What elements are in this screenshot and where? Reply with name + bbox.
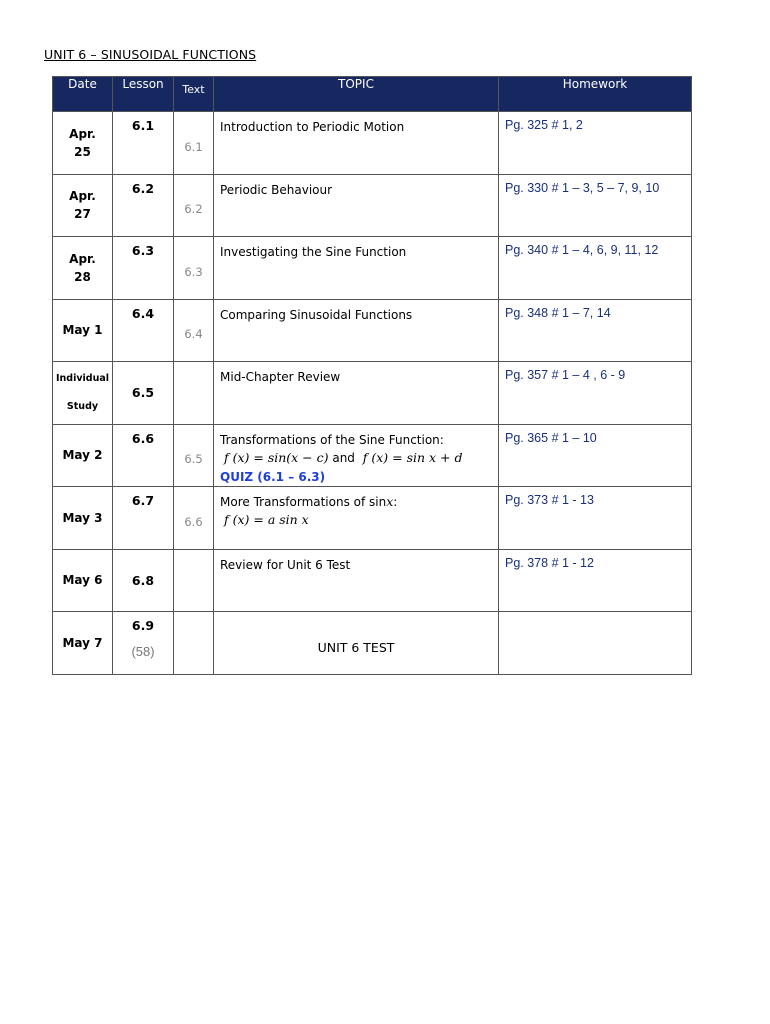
lesson-count-note: (58) xyxy=(131,644,155,659)
math-formula: f (x) = a sin x xyxy=(224,512,309,527)
header-topic: TOPIC xyxy=(214,77,499,112)
homework-cell: Pg. 340 # 1 – 4, 6, 9, 11, 12 xyxy=(499,237,692,300)
date-line: 28 xyxy=(74,269,91,284)
text-section-cell xyxy=(174,362,214,425)
date-line: Study xyxy=(66,400,99,412)
math-variable: x xyxy=(386,494,394,509)
homework-cell: Pg. 357 # 1 – 4 , 6 - 9 xyxy=(499,362,692,425)
table-row xyxy=(53,299,692,362)
text-section-cell: 6.5 xyxy=(174,424,214,487)
date-line: Individual xyxy=(55,372,110,384)
table-row xyxy=(53,237,692,300)
topic-colon: : xyxy=(393,495,398,509)
date-cell xyxy=(53,549,113,612)
table-row xyxy=(53,424,692,487)
lesson-cell: 6.5 xyxy=(113,362,174,425)
topic-cell: Mid-Chapter Review xyxy=(214,362,499,425)
header-text: Text xyxy=(174,77,214,112)
table-row xyxy=(53,112,692,175)
table-row xyxy=(53,362,692,425)
homework-cell: Pg. 330 # 1 – 3, 5 – 7, 9, 10 xyxy=(499,174,692,237)
text-section-cell: 6.2 xyxy=(174,174,214,237)
date-line: May 3 xyxy=(62,510,103,525)
date-line: Apr. xyxy=(69,126,96,141)
text-section-cell xyxy=(174,612,214,675)
header-date: Date xyxy=(53,77,113,112)
lesson-cell: 6.7 xyxy=(113,487,174,550)
text-section-cell: 6.3 xyxy=(174,237,214,300)
homework-cell xyxy=(499,612,692,675)
math-formula: f (x) = sin x + d xyxy=(362,449,463,465)
date-line: 25 xyxy=(74,144,91,159)
lesson-cell: 6.8 xyxy=(113,549,174,612)
table-row xyxy=(53,487,692,550)
topic-text: More Transformations of sin xyxy=(220,495,387,509)
text-section-cell xyxy=(174,549,214,612)
lesson-cell: 6.2 xyxy=(113,174,174,237)
lesson-cell: 6.3 xyxy=(113,237,174,300)
homework-cell: Pg. 373 # 1 - 13 xyxy=(499,487,692,550)
topic-cell: Introduction to Periodic Motion xyxy=(214,112,499,175)
date-line: May 6 xyxy=(62,573,103,588)
date-line: May 2 xyxy=(62,448,103,463)
date-cell xyxy=(53,299,113,362)
header-lesson: Lesson xyxy=(113,77,174,112)
table-header-row xyxy=(53,77,692,112)
lesson-cell: 6.4 xyxy=(113,299,174,362)
topic-cell: UNIT 6 TEST xyxy=(214,612,499,675)
homework-cell: Pg. 365 # 1 – 10 xyxy=(499,424,692,487)
date-cell xyxy=(53,174,113,237)
date-cell xyxy=(53,612,113,675)
topic-cell xyxy=(214,487,499,550)
homework-cell: Pg. 378 # 1 - 12 xyxy=(499,549,692,612)
homework-cell: Pg. 325 # 1, 2 xyxy=(499,112,692,175)
math-formula: f (x) = sin(x − c) xyxy=(224,449,329,465)
table-row xyxy=(53,549,692,612)
date-cell xyxy=(53,362,113,425)
date-line: Apr. xyxy=(69,251,96,266)
topic-cell: Comparing Sinusoidal Functions xyxy=(214,299,499,362)
topic-cell: Investigating the Sine Function xyxy=(214,237,499,300)
date-cell xyxy=(53,487,113,550)
unit-schedule-table xyxy=(52,76,692,675)
date-cell xyxy=(53,112,113,175)
lesson-cell: 6.1 xyxy=(113,112,174,175)
text-section-cell: 6.4 xyxy=(174,299,214,362)
text-section-cell: 6.6 xyxy=(174,487,214,550)
text-section-cell: 6.1 xyxy=(174,112,214,175)
date-line: May 7 xyxy=(62,635,103,650)
homework-cell: Pg. 348 # 1 – 7, 14 xyxy=(499,299,692,362)
topic-cell xyxy=(214,424,499,487)
table-row xyxy=(53,612,692,675)
header-homework: Homework xyxy=(499,77,692,112)
date-line: May 1 xyxy=(62,323,103,338)
topic-cell: Periodic Behaviour xyxy=(214,174,499,237)
date-line: Apr. xyxy=(69,189,96,204)
lesson-cell xyxy=(113,612,174,675)
lesson-number: 6.9 xyxy=(131,618,155,633)
date-cell xyxy=(53,237,113,300)
date-cell xyxy=(53,424,113,487)
topic-text: Transformations of the Sine Function: xyxy=(220,432,444,447)
quiz-note: QUIZ (6.1 – 6.3) xyxy=(220,469,326,484)
table-row xyxy=(53,174,692,237)
topic-cell: Review for Unit 6 Test xyxy=(214,549,499,612)
date-line: 27 xyxy=(74,207,91,222)
topic-connector: and xyxy=(332,450,355,465)
document-title: UNIT 6 – SINUSOIDAL FUNCTIONS xyxy=(44,47,257,62)
lesson-cell: 6.6 xyxy=(113,424,174,487)
